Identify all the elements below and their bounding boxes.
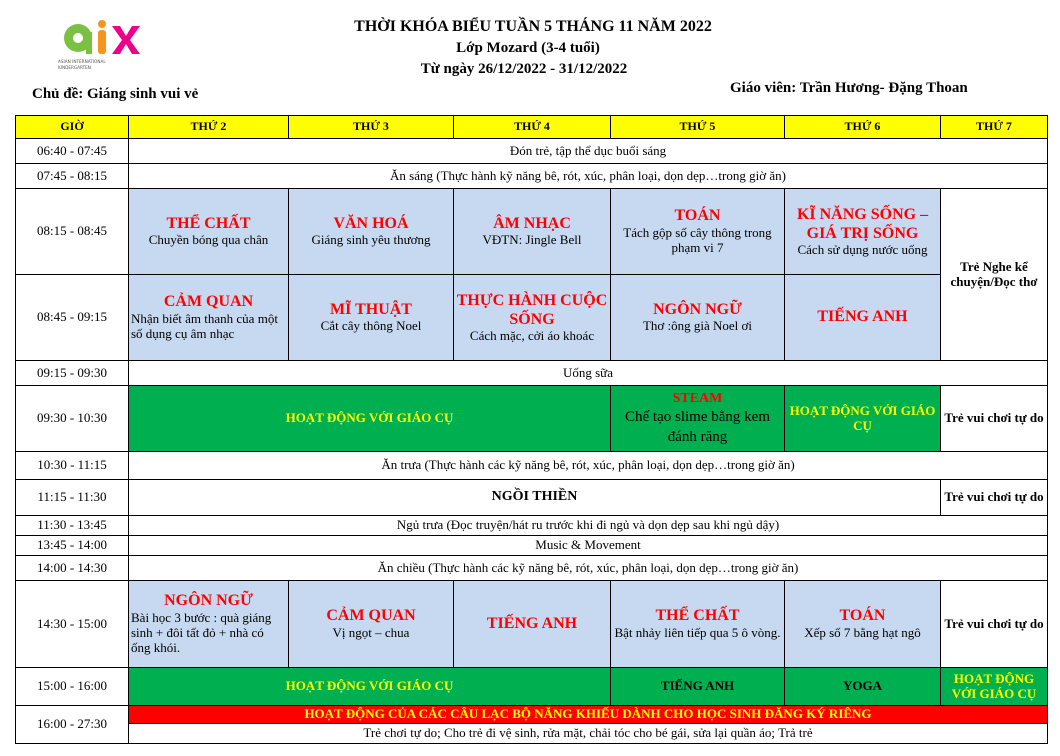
subject-cell (611, 581, 785, 668)
subject-cell (611, 386, 785, 452)
subject-desc: Cắt cây thông Noel (320, 318, 422, 334)
table-row (16, 556, 1048, 581)
activity-cell: HOẠT ĐỘNG VỚI GIÁO CỤ (785, 386, 941, 452)
table-row (16, 275, 1048, 361)
teacher-label: Giáo viên: Trần Hương- Đặng Thoan (730, 80, 968, 96)
schedule-title: THỜI KHÓA BIỂU TUẦN 5 THÁNG 11 NĂM 2022 (354, 18, 712, 35)
table-row (16, 724, 1048, 744)
subject-desc: Cách sử dụng nước uống (797, 242, 928, 258)
activity-cell: YOGA (785, 668, 941, 706)
activity-cell: Ngủ trưa (Đọc truyện/hát ru trước khi đi ngủ và dọn dẹp sau khi ngủ dậy) (129, 516, 1048, 536)
table-row (16, 536, 1048, 556)
time-cell: 16:00 - 27:30 (16, 706, 129, 744)
subject-desc: Chế tạo slime bằng kem đánh răng (625, 409, 770, 445)
col-sat: THỨ 7 (941, 116, 1048, 139)
subject-desc: Tách gộp số cây thông trong phạm vi 7 (623, 224, 772, 255)
subject-cell (289, 189, 454, 275)
saturday-cell: Trẻ vui chơi tự do (941, 581, 1048, 668)
table-row (16, 189, 1048, 275)
subject-cell (454, 189, 611, 275)
subject-name: ÂM NHẠC (493, 214, 571, 232)
subject-desc: Thơ :ông già Noel ơi (642, 318, 753, 334)
activity-cell: Ăn chiều (Thực hành các kỹ năng bê, rót, xúc, phân loại, dọn dẹp…trong giờ ăn) (129, 556, 1048, 581)
time-cell: 15:00 - 16:00 (16, 668, 129, 706)
time-cell: 09:15 - 09:30 (16, 361, 129, 386)
timetable (15, 115, 1048, 744)
activity-cell: Đón trẻ, tập thể dục buổi sáng (129, 139, 1048, 164)
subject-name: KĨ NĂNG SỐNG – GIÁ TRỊ SỐNG (796, 205, 929, 243)
subject-cell (611, 275, 785, 361)
time-cell: 14:00 - 14:30 (16, 556, 129, 581)
table-row (16, 164, 1048, 189)
saturday-cell: HOẠT ĐỘNG VỚI GIÁO CỤ (941, 668, 1048, 706)
subject-cell (289, 581, 454, 668)
logo-tagline-1: ASIAN INTERNATIONAL (58, 59, 106, 64)
table-row (16, 452, 1048, 480)
table-row (16, 668, 1048, 706)
class-line: Lớp Mozard (3-4 tuổi) (456, 40, 600, 56)
club-banner: HOẠT ĐỘNG CỦA CÁC CÂU LẠC BỘ NĂNG KHIẾU DÀNH CHO HỌC SINH ĐĂNG KÝ RIÊNG (129, 706, 1048, 724)
subject-name: STEAM (672, 390, 723, 406)
subject-desc: Xếp số 7 bằng hạt ngô (804, 624, 921, 640)
subject-desc: VĐTN: Jingle Bell (482, 232, 582, 248)
subject-name: CẢM QUAN (163, 293, 254, 311)
time-cell: 08:15 - 08:45 (16, 189, 129, 275)
subject-desc: Cách mặc, cởi áo khoác (469, 328, 595, 344)
subject-desc: Chuyền bóng qua chân (148, 232, 269, 248)
table-row (16, 581, 1048, 668)
subject-name: TIẾNG ANH (486, 614, 578, 632)
subject-cell (454, 275, 611, 361)
subject-name: TOÁN (839, 607, 886, 625)
subject-name: THỰC HÀNH CUỘC SỐNG (456, 291, 608, 329)
activity-cell: HOẠT ĐỘNG VỚI GIÁO CỤ (129, 668, 611, 706)
subject-cell (785, 581, 941, 668)
time-cell: 07:45 - 08:15 (16, 164, 129, 189)
table-row (16, 361, 1048, 386)
subject-name: THỂ CHẤT (166, 214, 251, 232)
saturday-cell: Trẻ Nghe kể chuyện/Đọc thơ (941, 189, 1048, 361)
table-row (16, 706, 1048, 724)
subject-desc: Giáng sinh yêu thương (311, 232, 431, 248)
table-row (16, 386, 1048, 452)
subject-name: NGÔN NGỮ (164, 592, 253, 610)
subject-name: TIẾNG ANH (817, 308, 908, 326)
subject-cell (289, 275, 454, 361)
saturday-cell: Trẻ vui chơi tự do (941, 386, 1048, 452)
subject-cell (129, 581, 289, 668)
subject-cell (611, 189, 785, 275)
subject-cell (129, 189, 289, 275)
subject-desc: Bài học 3 bước : quà giáng sinh + đôi tất đỏ + nhà có ống khói. (131, 609, 272, 655)
time-cell: 11:15 - 11:30 (16, 480, 129, 516)
subject-cell (785, 275, 941, 361)
subject-name: THỂ CHẤT (655, 607, 740, 625)
time-cell: 08:45 - 09:15 (16, 275, 129, 361)
subject-name: TOÁN (674, 207, 721, 225)
topic-label: Chủ đề: Giáng sinh vui vẻ (32, 86, 199, 102)
date-range: Từ ngày 26/12/2022 - 31/12/2022 (420, 61, 628, 77)
subject-cell (129, 275, 289, 361)
logo-tagline-2: KINDERGARTEN (58, 65, 91, 70)
saturday-cell: Trẻ vui chơi tự do (941, 480, 1048, 516)
activity-cell: TIẾNG ANH (611, 668, 785, 706)
table-row (16, 480, 1048, 516)
time-cell: 10:30 - 11:15 (16, 452, 129, 480)
table-row (16, 516, 1048, 536)
activity-cell: Ăn sáng (Thực hành kỹ năng bê, rót, xúc, phân loại, dọn dẹp…trong giờ ăn) (129, 164, 1048, 189)
col-tue: THỨ 3 (289, 116, 454, 139)
subject-desc: Bật nhảy liên tiếp qua 5 ô vòng. (614, 624, 781, 640)
col-fri: THỨ 6 (785, 116, 941, 139)
col-time: GIỜ (16, 116, 129, 139)
subject-name: CẢM QUAN (326, 607, 416, 625)
activity-cell: Ăn trưa (Thực hành các kỹ năng bê, rót, xúc, phân loại, dọn dẹp…trong giờ ăn) (129, 452, 1048, 480)
activity-cell: Trẻ chơi tự do; Cho trẻ đi vệ sinh, rửa mặt, chải tóc cho bé gái, sửa lại quần áo; Trả trẻ (129, 724, 1048, 744)
activity-cell: Music & Movement (129, 536, 1048, 556)
table-row (16, 139, 1048, 164)
activity-cell: Uống sữa (129, 361, 1048, 386)
header-row (16, 116, 1048, 139)
col-thu: THỨ 5 (611, 116, 785, 139)
subject-name: NGÔN NGỮ (653, 300, 742, 318)
time-cell: 11:30 - 13:45 (16, 516, 129, 536)
col-mon: THỨ 2 (129, 116, 289, 139)
subject-cell (454, 581, 611, 668)
col-wed: THỨ 4 (454, 116, 611, 139)
time-cell: 09:30 - 10:30 (16, 386, 129, 452)
subject-desc: Nhận biết âm thanh của một số dụng cụ âm nhạc (131, 310, 278, 341)
time-cell: 13:45 - 14:00 (16, 536, 129, 556)
activity-cell: NGỒI THIỀN (129, 480, 941, 516)
subject-name: VĂN HOÁ (333, 214, 409, 232)
activity-cell: HOẠT ĐỘNG VỚI GIÁO CỤ (129, 386, 611, 452)
subject-desc: Vị ngọt – chua (332, 624, 410, 640)
time-cell: 06:40 - 07:45 (16, 139, 129, 164)
subject-cell (785, 189, 941, 275)
time-cell: 14:30 - 15:00 (16, 581, 129, 668)
subject-name: MĨ THUẬT (330, 300, 412, 318)
